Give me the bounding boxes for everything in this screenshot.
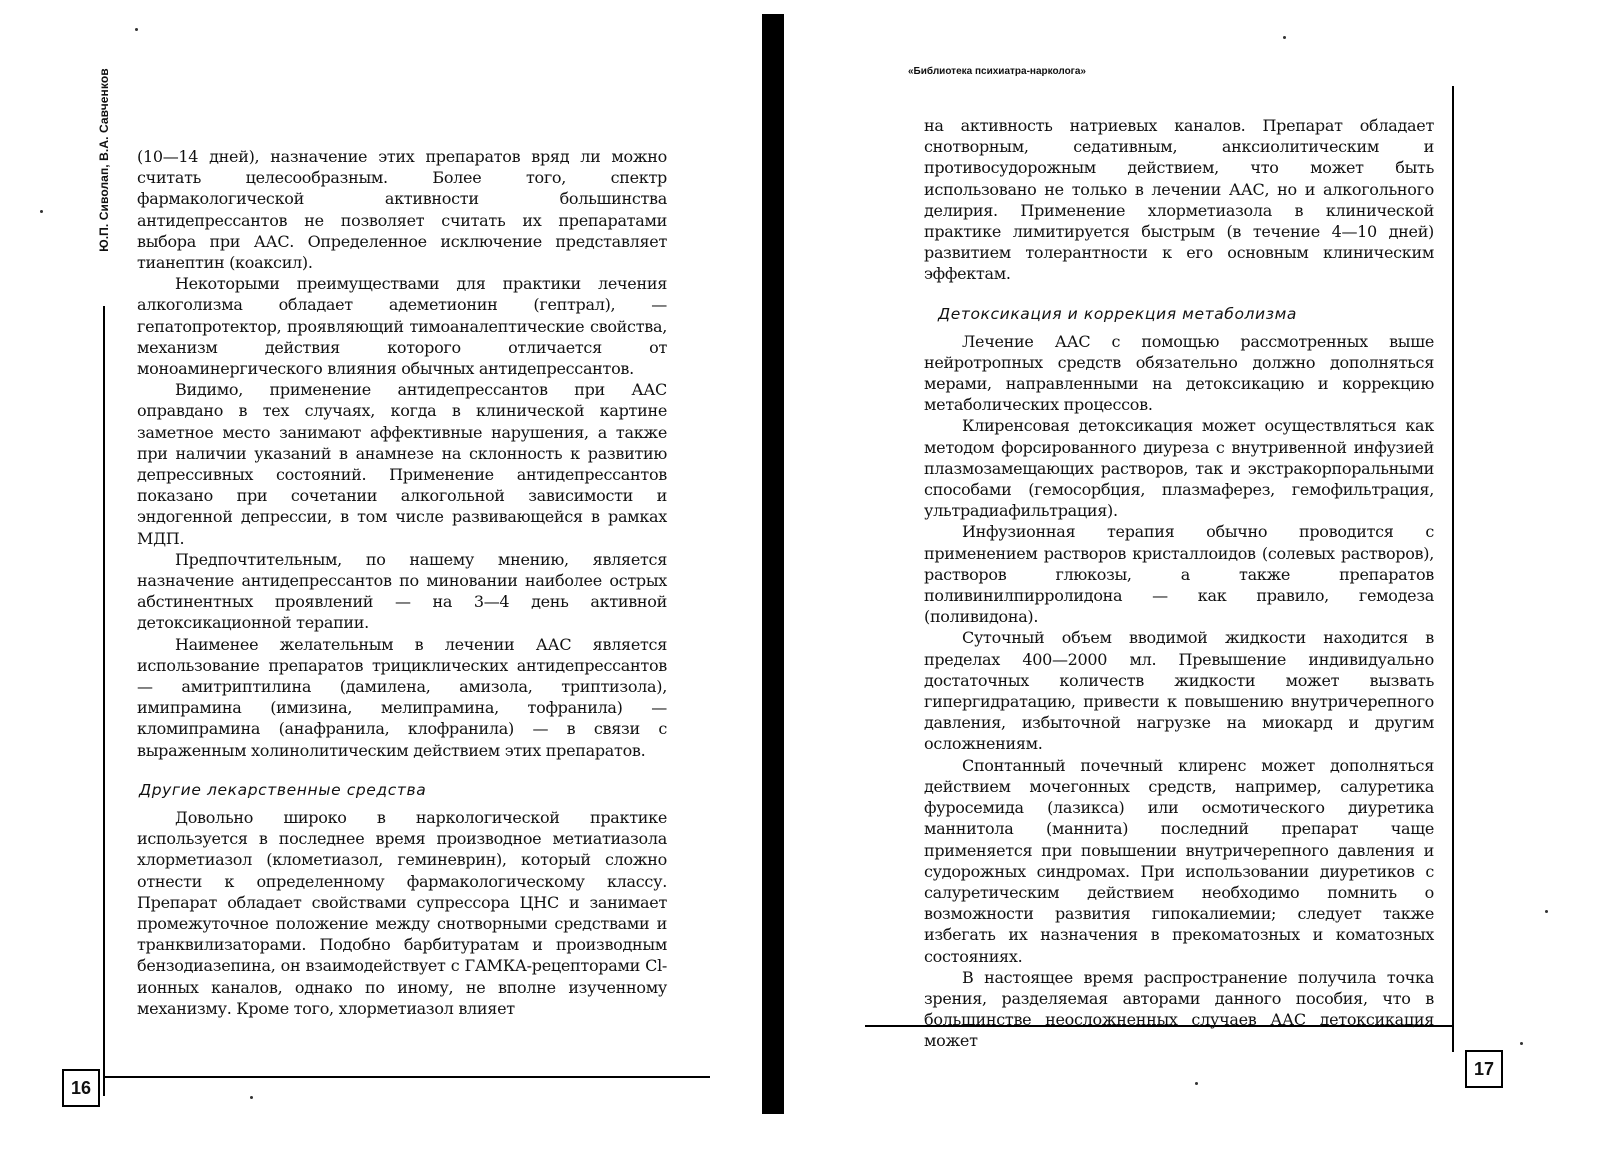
scan-speck <box>135 28 138 31</box>
right-text-column <box>924 115 1434 1052</box>
left-page <box>0 0 780 1150</box>
right-paragraph-1: на активность натриевых каналов. Препарат обладает снотворным, седативным, анксиолитическим и противосудорожным действием, что может быть использовано не только в лечении ААС, но и алкогольного делирия. Применение хлорметиазола в клинической практике лимитируется быстрым (в течение 4—10 дней) развитием толерантности к его основным клиническим эффектам. <box>924 116 1434 284</box>
right-paragraph-3: Клиренсовая детоксикация может осуществляться как методом форсированного диуреза с внутривенной инфузией плазмозамещающих растворов, так и экстракорпоральными способами (гемосорбция, плазмаферез, гемофильтрация, ультрадиафильтрация). <box>924 416 1434 521</box>
right-paragraph-2: Лечение ААС с помощью рассмотренных выше нейротропных средств обязательно должно дополняться мерами, направленными на детоксикацию и коррекцию метаболических процессов. <box>924 331 1434 415</box>
running-header: «Библиотека психиатра-нарколога» <box>908 66 1086 77</box>
right-margin-line <box>1452 86 1454 1052</box>
page-number-right: 17 <box>1465 1050 1503 1088</box>
left-paragraph-4: Предпочтительным, по нашему мнению, является назначение антидепрессантов по миновании наиболее острых абстинентных проявлений — на 3—4 день активной детоксикационной терапии. <box>137 549 667 633</box>
right-paragraph-5: Суточный объем вводимой жидкости находится в пределах 400—2000 мл. Превышение индивидуально достаточных количеств жидкости может вызвать гипергидратацию, привести к повышению внутричерепного давления, избыточной нагрузке на миокард и другим осложнениям. <box>924 628 1434 754</box>
scan-speck <box>40 210 43 213</box>
scan-speck <box>1545 910 1548 913</box>
left-margin-line <box>103 306 105 1096</box>
scan-speck <box>250 1096 253 1099</box>
side-author: Ю.П. Сиволап, В.А. Савченков <box>97 68 111 252</box>
left-bottom-rule <box>105 1076 710 1078</box>
left-section-heading: Другие лекарственные средства <box>139 780 427 799</box>
left-paragraph-5: Наименее желательным в лечении ААС является использование препаратов трициклических антидепрессантов — амитриптилина (дамилена, амизола, триптизола), имипрамина (имизина, мелипрамина, тофранила) — кломипрамина (анафранила, клофранила) — в связи с выраженным холинолитическим действием этих препаратов. <box>137 634 667 760</box>
scan-speck <box>1520 1042 1523 1045</box>
side-author-block <box>88 0 120 320</box>
left-paragraph-6: Довольно широко в наркологической практике используется в последнее время производное метиатиазола хлорметиазол (клометиазол, геминеврин), который сложно отнести к определенному фармакологическому классу. Препарат обладает свойствами супрессора ЦНС и занимает промежуточное положение между снотворными средствами и транквилизаторами. Подобно барбитуратам и производным бензодиазепина, он взаимодействует с ГАМКА-рецепторами Cl-ионных каналов, однако по иному, не вполне изученному механизму. Кроме того, хлорметиазол влияет <box>137 807 667 1018</box>
left-paragraph-3: Видимо, применение антидепрессантов при ААС оправдано в тех случаях, когда в клинической картине заметное место занимают аффективные нарушения, а также при наличии указаний в анамнезе на склонность к развитию депрессивных состояний. Применение антидепрессантов показано при сочетании алкогольной зависимости и эндогенной депрессии, в том числе развивающейся в рамках МДП. <box>137 380 667 548</box>
page-number-left: 16 <box>62 1069 100 1107</box>
right-paragraph-7: В настоящее время распространение получила точка зрения, разделяемая авторами данного пособия, что в большинстве неосложненных случаев ААС детоксикация может <box>924 967 1434 1051</box>
left-paragraph-1: (10—14 дней), назначение этих препаратов вряд ли можно считать целесообразным. Более того, спектр фармакологической активности большинства антидепрессантов не позволяет считать их препаратами выбора при ААС. Определенное исключение представляет тианептин (коаксил). <box>137 147 667 273</box>
left-text-column <box>137 146 667 1019</box>
right-section-heading: Детоксикация и коррекция метаболизма <box>938 304 1297 323</box>
left-paragraph-2: Некоторыми преимуществами для практики лечения алкоголизма обладает адеметионин (гептрал), — гепатопротектор, проявляющий тимоаналептические свойства, механизм действия которого отличается от моноаминергического влияния обычных антидепрессантов. <box>137 274 667 379</box>
scan-speck <box>1283 36 1286 39</box>
book-gutter-shadow <box>762 14 784 1114</box>
scan-speck <box>1195 1082 1198 1085</box>
right-paragraph-6: Спонтанный почечный клиренс может дополняться действием мочегонных средств, например, салуретика фуросемида (лазикса) или осмотического диуретика маннитола (маннита) последний препарат чаще применяется при повышении внутричерепного давления и судорожных синдромах. При использовании диуретиков с салуретическим действием необходимо помнить о возможности развития гипокалиемии; следует также избегать их назначения в прекоматозных и коматозных состояниях. <box>924 755 1434 966</box>
right-paragraph-4: Инфузионная терапия обычно проводится с применением растворов кристаллоидов (солевых растворов), растворов глюкозы, а также препаратов поливинилпирролидона — как правило, гемодеза (поливидона). <box>924 522 1434 627</box>
